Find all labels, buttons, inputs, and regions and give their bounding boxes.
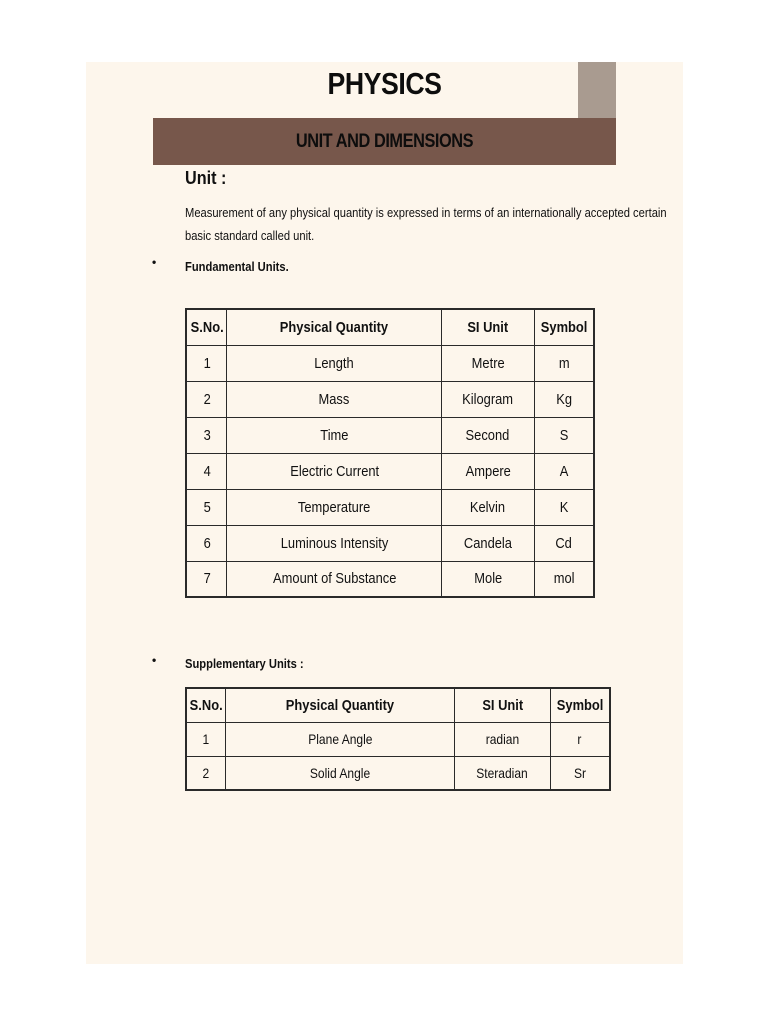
cell-si-unit: Second	[442, 417, 534, 453]
fundamental-units-label: Fundamental Units.	[185, 259, 289, 274]
cell-symbol: S	[534, 417, 594, 453]
cell-si-unit: Candela	[442, 525, 534, 561]
column-header-symbol: Symbol	[550, 688, 610, 722]
cell-physical-quantity: Electric Current	[227, 453, 442, 489]
cell-physical-quantity: Mass	[227, 381, 442, 417]
cell-sno: 7	[186, 561, 227, 597]
cell-sno: 1	[186, 722, 226, 756]
table-row	[186, 381, 594, 417]
column-header-physical-quantity: Physical Quantity	[227, 309, 442, 345]
column-header-symbol: Symbol	[534, 309, 594, 345]
unit-definition-line-2: basic standard called unit.	[185, 228, 315, 243]
cell-physical-quantity: Luminous Intensity	[227, 525, 442, 561]
cell-sno: 2	[186, 381, 227, 417]
cell-symbol: mol	[534, 561, 594, 597]
cell-physical-quantity: Solid Angle	[226, 756, 455, 790]
cell-physical-quantity: Temperature	[227, 489, 442, 525]
cell-si-unit: Kelvin	[442, 489, 534, 525]
table-row	[186, 453, 594, 489]
section-title: UNIT AND DIMENSIONS	[295, 131, 474, 152]
cell-sno: 5	[186, 489, 227, 525]
table-row	[186, 722, 610, 756]
fundamental-bullet: •	[152, 255, 157, 269]
cell-physical-quantity: Plane Angle	[226, 722, 455, 756]
cell-sno: 6	[186, 525, 227, 561]
cell-si-unit: Steradian	[455, 756, 551, 790]
table-row	[186, 525, 594, 561]
cell-sno: 4	[186, 453, 227, 489]
column-header-si-unit: SI Unit	[442, 309, 534, 345]
column-header-sno: S.No.	[186, 688, 226, 722]
supplementary-units-table	[185, 687, 611, 791]
fundamental-units-table	[185, 308, 595, 598]
cell-symbol: Sr	[550, 756, 610, 790]
unit-definition	[185, 201, 667, 247]
cell-si-unit: Metre	[442, 345, 534, 381]
cell-symbol: Kg	[534, 381, 594, 417]
unit-heading: Unit :	[185, 168, 227, 188]
table-row	[186, 756, 610, 790]
cell-sno: 3	[186, 417, 227, 453]
supplementary-bullet: •	[152, 653, 157, 667]
cell-si-unit: Mole	[442, 561, 534, 597]
table-row	[186, 561, 594, 597]
cell-symbol: Cd	[534, 525, 594, 561]
unit-definition-line-1: Measurement of any physical quantity is expressed in terms of an internationally accepted certain	[185, 205, 667, 220]
page-title: PHYSICS	[327, 66, 442, 101]
cell-sno: 2	[186, 756, 226, 790]
cell-symbol: A	[534, 453, 594, 489]
cell-physical-quantity: Amount of Substance	[227, 561, 442, 597]
cell-physical-quantity: Length	[227, 345, 442, 381]
cell-symbol: r	[550, 722, 610, 756]
cell-symbol: K	[534, 489, 594, 525]
cell-si-unit: radian	[455, 722, 551, 756]
cell-sno: 1	[186, 345, 227, 381]
table-header-row	[186, 688, 610, 722]
table-row	[186, 417, 594, 453]
cell-si-unit: Kilogram	[442, 381, 534, 417]
cell-symbol: m	[534, 345, 594, 381]
cell-physical-quantity: Time	[227, 417, 442, 453]
table-row	[186, 489, 594, 525]
cell-si-unit: Ampere	[442, 453, 534, 489]
supplementary-units-label: Supplementary Units :	[185, 656, 304, 671]
table-header-row	[186, 309, 594, 345]
column-header-physical-quantity: Physical Quantity	[226, 688, 455, 722]
column-header-sno: S.No.	[186, 309, 227, 345]
table-row	[186, 345, 594, 381]
column-header-si-unit: SI Unit	[455, 688, 551, 722]
